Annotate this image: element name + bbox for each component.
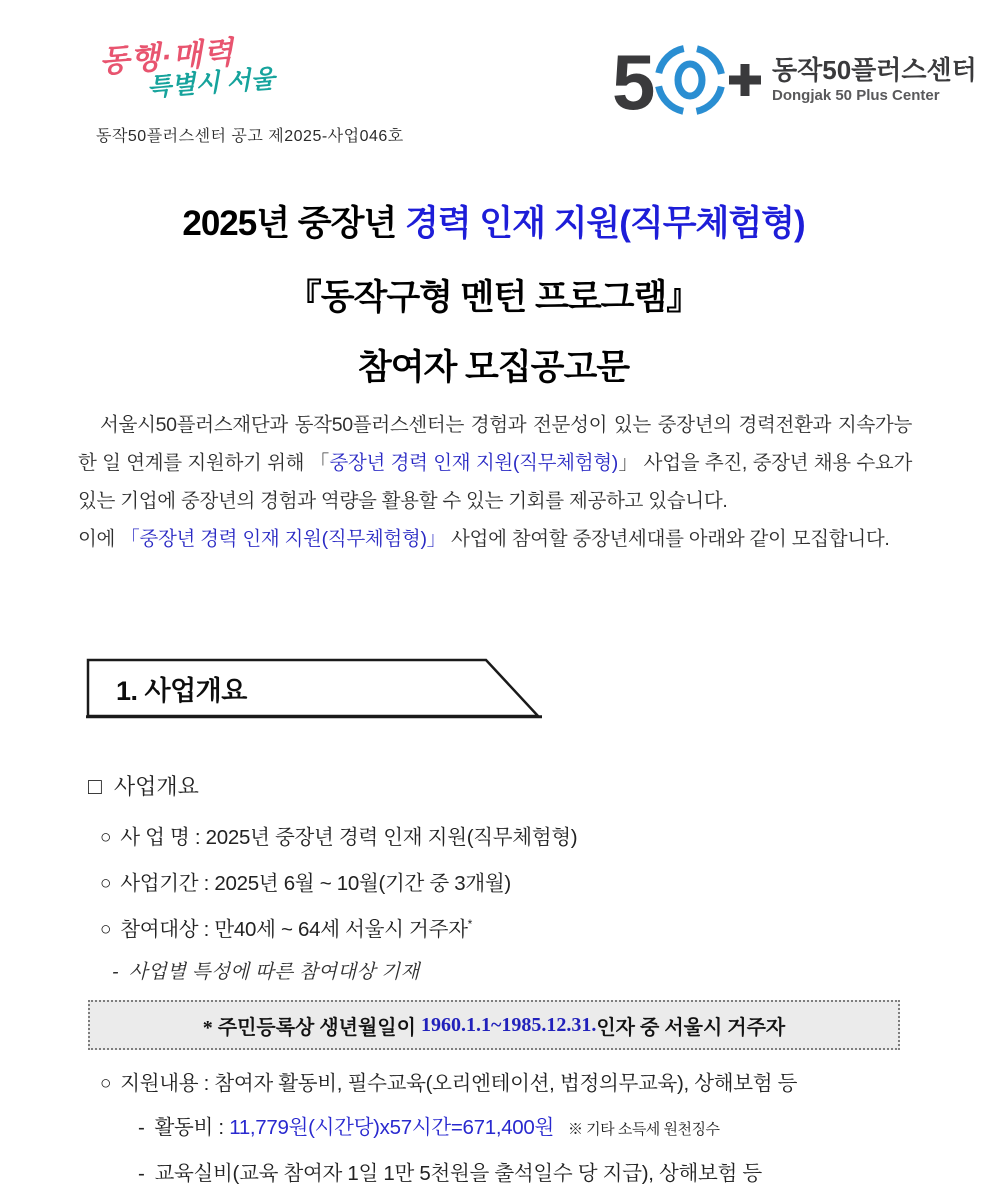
asterisk-superscript: * (467, 917, 472, 932)
birthdate-range: 1960.1.1~1985.12.31. (420, 1013, 597, 1036)
tax-note: ※ 기타 소득세 원천징수 (568, 1121, 720, 1138)
square-bullet-icon: □ (88, 773, 102, 799)
section1-heading: 1. 사업개요 (116, 675, 247, 706)
allowance-line: - 활동비 : 11,779원(시간당)x57시간=671,400원 ※ 기타 소득세 원천징수 (138, 1116, 720, 1139)
announcement-number: 동작50플러스센터 공고 제2025-사업046호 (96, 128, 404, 145)
dash-bullet-icon: - (138, 1116, 145, 1139)
circle-bullet-icon: ○ (100, 919, 112, 940)
doc-title-line2: 『동작구형 멘턴 프로그램』 (286, 278, 701, 317)
dash-bullet-icon: - (138, 1162, 145, 1185)
eligibility-sub-note: - 사업별 특성에 따른 참여대상 기재 (112, 961, 420, 983)
center-name-korean: 동작50플러스센터 (772, 54, 977, 85)
center-name-block (772, 56, 977, 105)
svg-text:5: 5 (612, 38, 656, 126)
intro-paragraph-2: 이에 「중장년 경력 인재 지원(직무체험형)」 사업에 참여할 중장년세대를 아래와 같이 모집합니다. (78, 528, 890, 550)
doc-title-line3: 참여자 모집공고문 (357, 348, 630, 387)
list-item-project-period: ○ 사업기간 : 2025년 6월 ~ 10월(기간 중 3개월) (100, 872, 511, 895)
title-line1-black: 2025년 중장년 (182, 204, 405, 243)
dash-bullet-icon: - (112, 961, 119, 983)
seoul-city-logo (98, 34, 275, 104)
intro-p1-highlight: 중장년 경력 인재 지원(직무체험형) (329, 452, 618, 474)
circle-bullet-icon: ○ (100, 827, 112, 848)
birthdate-note-box: * 주민등록상 생년월일이 1960.1.1~1985.12.31. 인자 중 서울시 거주자 (88, 1000, 900, 1050)
center-name-english: Dongjak 50 Plus Center (772, 87, 940, 105)
bracket-open: 「 (309, 452, 330, 474)
section1-banner (86, 658, 546, 720)
circle-bullet-icon: ○ (100, 873, 112, 894)
intro-paragraphs (78, 406, 912, 558)
list-item-support-content: ○ 지원내용 : 참여자 활동비, 필수교육(오리엔테이션, 법정의무교육), 상해보험 등 (100, 1072, 798, 1095)
circle-bullet-icon: ○ (100, 1073, 112, 1094)
title-line1-blue: 경력 인재 지원(직무체험형) (404, 204, 805, 243)
education-cost-line: - 교육실비(교육 참여자 1일 1만 5천원을 출석일수 당 지급), 상해보험 등 (138, 1162, 762, 1185)
doc-title-line1 (0, 196, 987, 246)
bracket-close: 」 (618, 452, 639, 474)
intro-p2-highlight: 「중장년 경력 인재 지원(직무체험형)」 (120, 528, 446, 550)
seoul-logo-text-bottom: 특별시 서울 (146, 64, 276, 102)
dongjak-50plus-logo (612, 34, 977, 126)
fifty-plus-logo-icon (612, 34, 762, 126)
allowance-amount: 11,779원(시간당)x57시간=671,400원 (229, 1116, 555, 1139)
list-item-eligibility: ○ 참여대상 : 만40세 ~ 64세 서울시 거주자* (100, 917, 472, 941)
list-item-project-name: ○ 사 업 명 : 2025년 중장년 경력 인재 지원(직무체험형) (100, 826, 578, 849)
intro-paragraph-1: 서울시50플러스재단과 동작50플러스센터는 경험과 전문성이 있는 중장년의 경력전환과 지속가능한 일 연계를 지원하기 위해 「중장년 경력 인재 지원(직무체험형)」 사업을 추진, 중장년 채용 수요가 있는 기업에 중장년의 경험과 역량을 활용할 수 있는 기회를 제공하고 있습니다. (78, 414, 913, 512)
seoul-logo-text-top: 동행·매력 (98, 34, 236, 80)
overview-subhead: □ 사업개요 (88, 773, 199, 799)
